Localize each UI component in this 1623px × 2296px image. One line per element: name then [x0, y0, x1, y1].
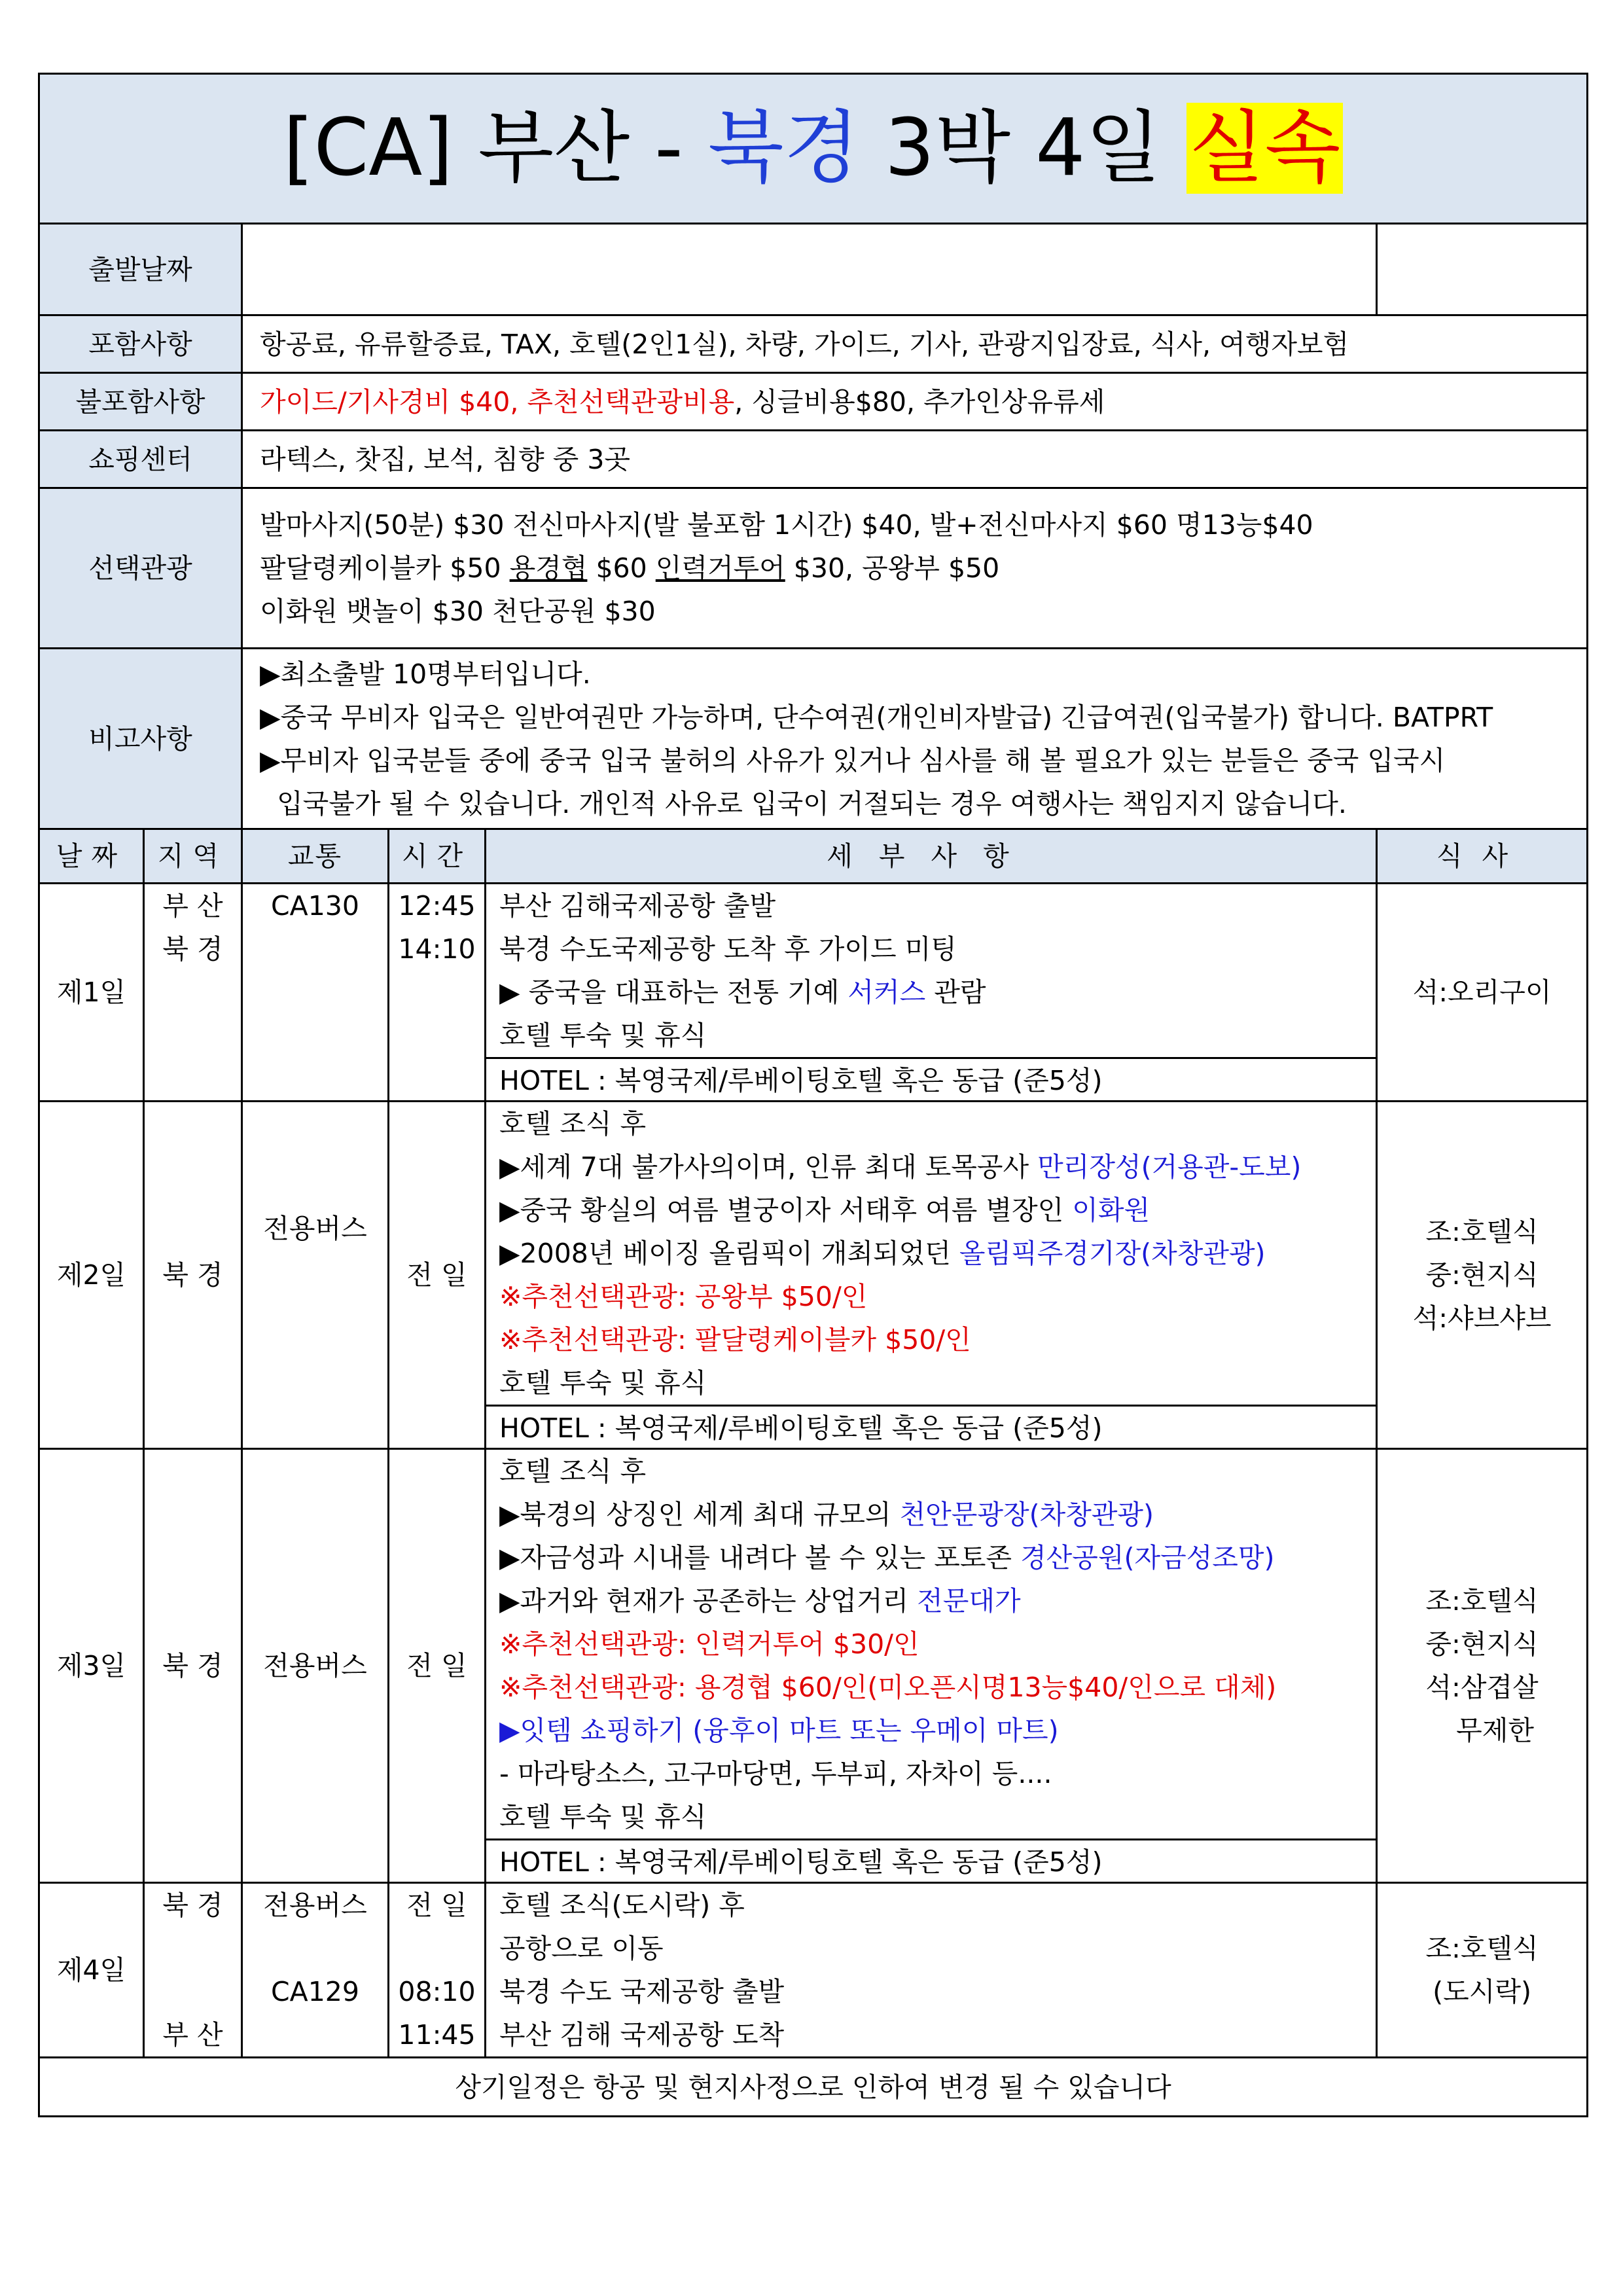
- day1-detail: 부산 김해국제공항 출발 북경 수도국제공항 도착 후 가이드 미팅 ▶ 중국을 대표하는 전통 기예 서커스 관람 호텔 투숙 및 휴식 HOTEL : 복영국제/루베이팅호텔 혹은 동급 (준5성): [486, 884, 1377, 1102]
- day1-transport: CA130: [242, 884, 389, 1102]
- day2-transport: 전용버스: [242, 1102, 389, 1449]
- departure-extra-field: [1377, 224, 1588, 315]
- included-label: 포함사항: [39, 315, 242, 373]
- day3-hotel: HOTEL : 복영국제/루베이팅호텔 혹은 동급 (준5성): [486, 1839, 1376, 1882]
- itinerary-sheet: [38, 73, 1586, 2117]
- notes-label: 비고사항: [39, 649, 242, 829]
- day4-meal: 조:호텔식 (도시락): [1377, 1883, 1588, 2058]
- header-region: 지역: [144, 829, 242, 884]
- header-detail: 세부사항: [486, 829, 1377, 884]
- day3-region: 북 경: [144, 1449, 242, 1883]
- day3-transport: 전용버스: [242, 1449, 389, 1883]
- day4-label: 제4일: [39, 1883, 144, 2058]
- departure-label: 출발날짜: [39, 224, 242, 315]
- included-value: 항공료, 유류할증료, TAX, 호텔(2인1실), 차량, 가이드, 기사, 관광지입장료, 식사, 여행자보험: [242, 315, 1588, 373]
- header-transport: 교통: [242, 829, 389, 884]
- excluded-value: 가이드/기사경비 $40, 추천선택관광비용, 싱글비용$80, 추가인상유류세: [242, 373, 1588, 431]
- day2-detail: 호텔 조식 후 ▶세계 7대 불가사의이며, 인류 최대 토목공사 만리장성(거용관-도보) ▶중국 황실의 여름 별궁이자 서태후 여름 별장인 이화원 ▶2008년 베이징 올림픽이 개최되었던 올림픽주경기장(차창관광) ※추천선택관광: 공왕부 $50/인 ※추천선택관광: 팔달령케이블카 $50/인 호텔 투숙 및 휴식 HOTEL : 복영국제/루베이팅호텔 혹은 동급 (준5성): [486, 1102, 1377, 1449]
- day2-time: 전 일: [389, 1102, 486, 1449]
- excluded-label: 불포함사항: [39, 373, 242, 431]
- shopping-value: 라텍스, 찻집, 보석, 침향 중 3곳: [242, 431, 1588, 488]
- day3-meal: 조:호텔식 중:현지식 석:삼겹살 무제한: [1377, 1449, 1588, 1883]
- day3-detail: 호텔 조식 후 ▶북경의 상징인 세계 최대 규모의 천안문광장(차창관광) ▶자금성과 시내를 내려다 볼 수 있는 포토존 경산공원(자금성조망) ▶과거와 현재가 공존하는 상업거리 전문대가 ※추천선택관광: 인력거투어 $30/인 ※추천선택관광: 용경협 $60/인(미오픈시명13능$40/인으로 대체) ▶잇템 쇼핑하기 (융후이 마트 또는 우메이 마트) - 마라탕소스, 고구마당면, 두부피, 자차이 등.... 호텔 투숙 및 휴식 HOTEL : 복영국제/루베이팅호텔 혹은 동급 (준5성): [486, 1449, 1377, 1883]
- optional-tour-value: 발마사지(50분) $30 전신마사지(발 불포함 1시간) $40, 발+전신마사지 $60 명13능$40 팔달령케이블카 $50 용경협 $60 인력거투어 $30, 공왕부 $50 이화원 뱃놀이 $30 천단공원 $30: [242, 488, 1588, 649]
- optional-tour-label: 선택관광: [39, 488, 242, 649]
- footer-notice: 상기일정은 항공 및 현지사정으로 인하여 변경 될 수 있습니다: [39, 2058, 1588, 2117]
- day4-time: 전 일 08:10 11:45: [389, 1883, 486, 2058]
- itinerary-table: [38, 73, 1588, 2117]
- day1-label: 제1일: [39, 884, 144, 1102]
- day2-label: 제2일: [39, 1102, 144, 1449]
- day2-meal: 조:호텔식 중:현지식 석:샤브샤브: [1377, 1102, 1588, 1449]
- day4-transport: 전용버스 CA129: [242, 1883, 389, 2058]
- departure-date-field: [242, 224, 1377, 315]
- day3-label: 제3일: [39, 1449, 144, 1883]
- day4-detail: 호텔 조식(도시락) 후 공항으로 이동 북경 수도 국제공항 출발 부산 김해 국제공항 도착: [486, 1883, 1377, 2058]
- day4-region: 북 경 부 산: [144, 1883, 242, 2058]
- shopping-label: 쇼핑센터: [39, 431, 242, 488]
- day1-meal: 석:오리구이: [1377, 884, 1588, 1102]
- day1-hotel: HOTEL : 복영국제/루베이팅호텔 혹은 동급 (준5성): [486, 1057, 1376, 1100]
- notes-value: ▶최소출발 10명부터입니다. ▶중국 무비자 입국은 일반여권만 가능하며, 단수여권(개인비자발급) 긴급여권(입국불가) 합니다. BATPRT ▶무비자 입국분들 중에 중국 입국 불허의 사유가 있거나 심사를 해 볼 필요가 있는 분들은 중국 입국시 입국불가 될 수 있습니다. 개인적 사유로 입국이 거절되는 경우 여행사는 책임지지 않습니다.: [242, 649, 1588, 829]
- header-meal: 식사: [1377, 829, 1588, 884]
- day2-region: 북 경: [144, 1102, 242, 1449]
- page-title: [CA] 부산 - 북경 3박 4일 실속: [39, 74, 1588, 224]
- header-date: 날짜: [39, 829, 144, 884]
- day3-time: 전 일: [389, 1449, 486, 1883]
- day1-time: 12:45 14:10: [389, 884, 486, 1102]
- day1-region: 부 산 북 경: [144, 884, 242, 1102]
- header-time: 시간: [389, 829, 486, 884]
- day2-hotel: HOTEL : 복영국제/루베이팅호텔 혹은 동급 (준5성): [486, 1405, 1376, 1448]
